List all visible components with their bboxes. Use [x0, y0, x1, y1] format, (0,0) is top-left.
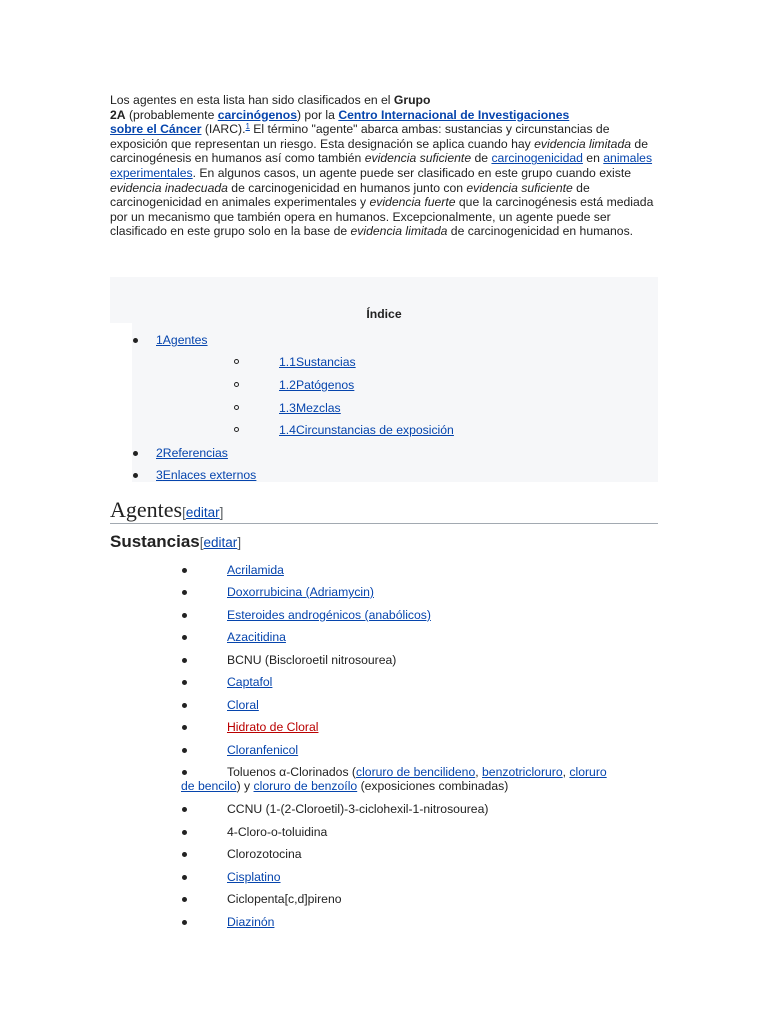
- circle-bullet-icon: [234, 427, 239, 432]
- bracket: [: [182, 505, 186, 520]
- intro-text: El término "agente" abarca ambas: sustancias y circunstancias de exposición que representan un riesgo. Esta designación se aplica cuando hay: [110, 122, 610, 151]
- item-text: (exposiciones combinadas): [357, 779, 509, 793]
- intro-text: (IARC).: [201, 122, 246, 137]
- intro-text: de carcinogenicidad en humanos junto con: [227, 180, 467, 195]
- list-item-toluenos-cont: [181, 779, 508, 793]
- bullet-icon: [182, 852, 187, 857]
- intro-text: de carcinogenicidad en animales experimentales y: [110, 180, 590, 210]
- intro-text: (probablemente: [125, 107, 218, 122]
- substance-item[interactable]: Cisplatino: [227, 870, 281, 884]
- bullet-icon: [133, 451, 138, 456]
- intro-text: de carcinogénesis en humanos así como también: [110, 136, 648, 166]
- item-text: Toluenos α-Clorinados (: [227, 765, 356, 779]
- toc-item-patogenos[interactable]: [279, 378, 354, 392]
- substance-item[interactable]: Esteroides androgénicos (anabólicos): [227, 608, 431, 622]
- bullet-icon: [182, 897, 187, 902]
- toc-label: Referencias: [162, 446, 228, 460]
- toc-item-circunstancias[interactable]: [279, 423, 454, 437]
- reference-link[interactable]: 1: [245, 122, 250, 132]
- cloruro-benzoilo-link[interactable]: cloruro de benzoílo: [253, 779, 358, 793]
- bracket: ]: [237, 535, 242, 550]
- animales-experimentales-link[interactable]: animales experimentales: [110, 151, 653, 180]
- intro-text: ) por la: [296, 107, 339, 122]
- bullet-icon: [182, 770, 187, 775]
- toc-label: Patógenos: [295, 378, 355, 392]
- toc-label: Agentes: [162, 333, 208, 347]
- bullet-icon: [182, 590, 187, 595]
- bullet-icon: [182, 635, 187, 640]
- emphasis-text: evidencia suficiente: [466, 180, 573, 195]
- separator: ,: [562, 765, 570, 779]
- bullet-icon: [182, 658, 187, 663]
- bracket: ]: [219, 505, 224, 520]
- substance-item: 4-Cloro-o-toluidina: [227, 825, 328, 839]
- toc-item-agentes[interactable]: [156, 333, 208, 347]
- substance-item[interactable]: Cloranfenicol: [227, 743, 299, 757]
- bullet-icon: [182, 725, 187, 730]
- substance-item[interactable]: Cloral: [227, 698, 259, 712]
- bullet-icon: [182, 680, 187, 685]
- substance-item[interactable]: Diazinón: [227, 915, 275, 929]
- bullet-icon: [182, 703, 187, 708]
- bullet-icon: [133, 338, 138, 343]
- section-heading-sustancias: [110, 531, 241, 554]
- circle-bullet-icon: [234, 405, 239, 410]
- toc-item-enlaces-externos[interactable]: [156, 468, 256, 482]
- intro-text: de: [471, 151, 492, 166]
- toc-item-sustancias[interactable]: [279, 355, 356, 369]
- substance-item[interactable]: Acrilamida: [227, 563, 284, 577]
- toc-label: Mezclas: [295, 401, 341, 415]
- carcinogenicidad-link[interactable]: carcinogenicidad: [491, 151, 583, 166]
- bullet-icon: [182, 613, 187, 618]
- separator: ,: [475, 765, 483, 779]
- edit-link[interactable]: editar: [185, 505, 220, 520]
- substance-item: Clorozotocina: [227, 847, 302, 861]
- item-text: ) y: [236, 779, 254, 793]
- bullet-icon: [182, 748, 187, 753]
- toc-label: Enlaces externos: [162, 468, 257, 482]
- bullet-icon: [182, 920, 187, 925]
- substance-item[interactable]: Captafol: [227, 675, 273, 689]
- bullet-icon: [133, 473, 138, 478]
- toc-number: 1: [156, 333, 163, 347]
- intro-text: Los agentes en esta lista han sido clasificados en el: [110, 93, 394, 107]
- emphasis-text: evidencia inadecuada: [110, 180, 228, 195]
- toc-item-mezclas[interactable]: [279, 401, 341, 415]
- cloruro-bencilo-link-cont[interactable]: de bencilo: [181, 779, 237, 793]
- edit-section: [200, 535, 241, 550]
- substance-item[interactable]: Doxorrubicina (Adriamycin): [227, 585, 374, 599]
- toc-number: 1.2: [279, 378, 296, 392]
- section-heading-agentes: [110, 497, 658, 524]
- cloruro-bencilo-link[interactable]: cloruro: [569, 765, 607, 779]
- intro-text: de carcinogenicidad en humanos.: [447, 224, 634, 239]
- bullet-icon: [182, 568, 187, 573]
- toc-number: 1.1: [279, 355, 296, 369]
- bullet-icon: [182, 807, 187, 812]
- bullet-icon: [182, 875, 187, 880]
- ciic-link-cont[interactable]: sobre el Cáncer: [110, 122, 202, 137]
- toc-number: 3: [156, 468, 163, 482]
- intro-text: en: [582, 151, 604, 166]
- grupo-label: Grupo: [393, 93, 431, 107]
- emphasis-text: evidencia limitada: [350, 224, 448, 239]
- emphasis-text: evidencia fuerte: [369, 195, 456, 210]
- substance-item: CCNU (1-(2-Cloroetil)-3-ciclohexil-1-nitrosourea): [227, 802, 489, 816]
- toc-label: Sustancias: [295, 355, 356, 369]
- substance-item[interactable]: Azacitidina: [227, 630, 286, 644]
- heading-text: Sustancias: [110, 532, 200, 551]
- edit-link[interactable]: editar: [203, 535, 238, 550]
- carcinogenos-link[interactable]: carcinógenos: [217, 107, 297, 122]
- cloruro-bencilideno-link[interactable]: cloruro de bencilideno: [355, 765, 476, 779]
- grupo-2a-label: 2A: [110, 107, 126, 122]
- intro-text: que la carcinogénesis está mediada por un mecanismo que también opera en humanos. Excepcionalmente, un agente puede ser clasificado en este grupo solo en la base de: [110, 195, 654, 239]
- intro-text: . En algunos casos, un agente puede ser clasificado en este grupo cuando existe: [192, 165, 632, 180]
- edit-section: [182, 505, 223, 520]
- emphasis-text: evidencia suficiente: [364, 151, 472, 166]
- toc-number: 1.4: [279, 423, 296, 437]
- toc-gap: [110, 323, 132, 482]
- heading-text: Agentes: [110, 497, 183, 522]
- intro-paragraph: [110, 93, 658, 239]
- substance-item: Ciclopenta[c,d]pireno: [227, 892, 342, 906]
- substance-item: BCNU (Biscloroetil nitrosourea): [227, 653, 397, 667]
- circle-bullet-icon: [234, 359, 239, 364]
- toc-number: 1.3: [279, 401, 296, 415]
- toc-label: Circunstancias de exposición: [295, 423, 454, 437]
- list-item-toluenos: [227, 765, 607, 779]
- bullet-icon: [182, 830, 187, 835]
- toc-item-referencias[interactable]: [156, 446, 228, 460]
- toc-title: Índice: [366, 307, 402, 321]
- ciic-link[interactable]: Centro Internacional de Investigaciones: [338, 107, 570, 122]
- substance-item[interactable]: Hidrato de Cloral: [227, 720, 319, 734]
- circle-bullet-icon: [234, 382, 239, 387]
- toc-number: 2: [156, 446, 163, 460]
- bracket: [: [199, 535, 204, 550]
- benzotricloruro-link[interactable]: benzotricloruro: [482, 765, 563, 779]
- emphasis-text: evidencia limitada: [534, 136, 632, 151]
